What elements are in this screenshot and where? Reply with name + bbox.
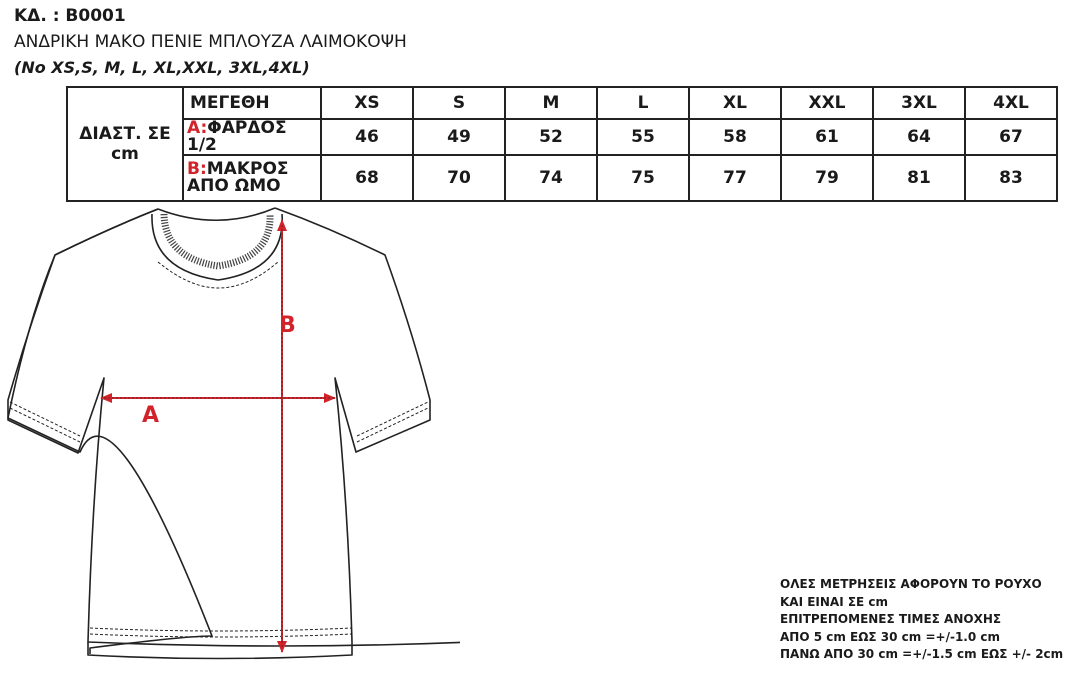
row-name: ΜΑΚΡΟΣ ΑΠΟ ΩΜΟ: [187, 159, 289, 196]
value-cell: 81: [873, 155, 965, 201]
size-table: [66, 86, 1058, 202]
measure-label-a: A: [142, 403, 160, 428]
value-cell: 67: [965, 119, 1057, 155]
value-cell: 52: [505, 119, 597, 155]
note-line: ΑΠΟ 5 cm ΕΩΣ 30 cm =+/-1.0 cm: [780, 629, 1001, 644]
size-header-cell: L: [597, 87, 689, 119]
row-label-width: [183, 119, 321, 155]
note-line: ΚΑΙ ΕΙΝΑΙ ΣΕ cm: [780, 594, 889, 609]
value-cell: 68: [321, 155, 413, 201]
dimension-unit-label: ΔΙΑΣΤ. ΣΕ cm: [67, 87, 183, 201]
measurement-notes: [780, 576, 1063, 664]
value-cell: 75: [597, 155, 689, 201]
sizes-header: ΜΕΓΕΘΗ: [183, 87, 321, 119]
tshirt-body: [8, 208, 460, 659]
size-header-cell: S: [413, 87, 505, 119]
table-row-width: [67, 119, 1057, 155]
value-cell: 83: [965, 155, 1057, 201]
size-header-cell: XS: [321, 87, 413, 119]
value-cell: 49: [413, 119, 505, 155]
value-cell: 61: [781, 119, 873, 155]
row-letter: B:: [187, 159, 207, 179]
value-cell: 64: [873, 119, 965, 155]
row-name: ΦΑΡΔΟΣ 1/2: [187, 118, 287, 155]
size-header-cell: 3XL: [873, 87, 965, 119]
value-cell: 46: [321, 119, 413, 155]
value-cell: 79: [781, 155, 873, 201]
size-header-cell: 4XL: [965, 87, 1057, 119]
tshirt-diagram: [0, 190, 460, 673]
note-line: ΕΠΙΤΡΕΠΟΜΕΝΕΣ ΤΙΜΕΣ ΑΝΟΧΗΣ: [780, 612, 1002, 627]
note-line: ΠΑΝΩ ΑΠΟ 30 cm =+/-1.5 cm ΕΩΣ +/- 2cm: [780, 647, 1064, 662]
size-header-cell: M: [505, 87, 597, 119]
available-sizes-note: (No XS,S, M, L, XL,XXL, 3XL,4XL): [14, 58, 310, 77]
tshirt-outline: [8, 209, 212, 654]
row-letter: A:: [187, 118, 208, 138]
product-description: ΑΝΔΡΙΚΗ ΜΑΚΟ ΠΕΝΙΕ ΜΠΛΟΥΖΑ ΛΑΙΜΟΚΟΨΗ: [14, 32, 407, 52]
value-cell: 74: [505, 155, 597, 201]
size-header-cell: XL: [689, 87, 781, 119]
product-code: ΚΔ. : B0001: [14, 6, 126, 26]
value-cell: 70: [413, 155, 505, 201]
measure-label-b: B: [279, 313, 296, 338]
size-header-row: [67, 87, 1057, 119]
value-cell: 77: [689, 155, 781, 201]
tshirt-collar: [152, 208, 282, 288]
size-header-cell: XXL: [781, 87, 873, 119]
note-line: ΟΛΕΣ ΜΕΤΡΗΣΕΙΣ ΑΦΟΡΟΥΝ ΤΟ ΡΟΥΧΟ: [780, 577, 1042, 591]
value-cell: 55: [597, 119, 689, 155]
hem-stitching: [10, 402, 428, 637]
value-cell: 58: [689, 119, 781, 155]
